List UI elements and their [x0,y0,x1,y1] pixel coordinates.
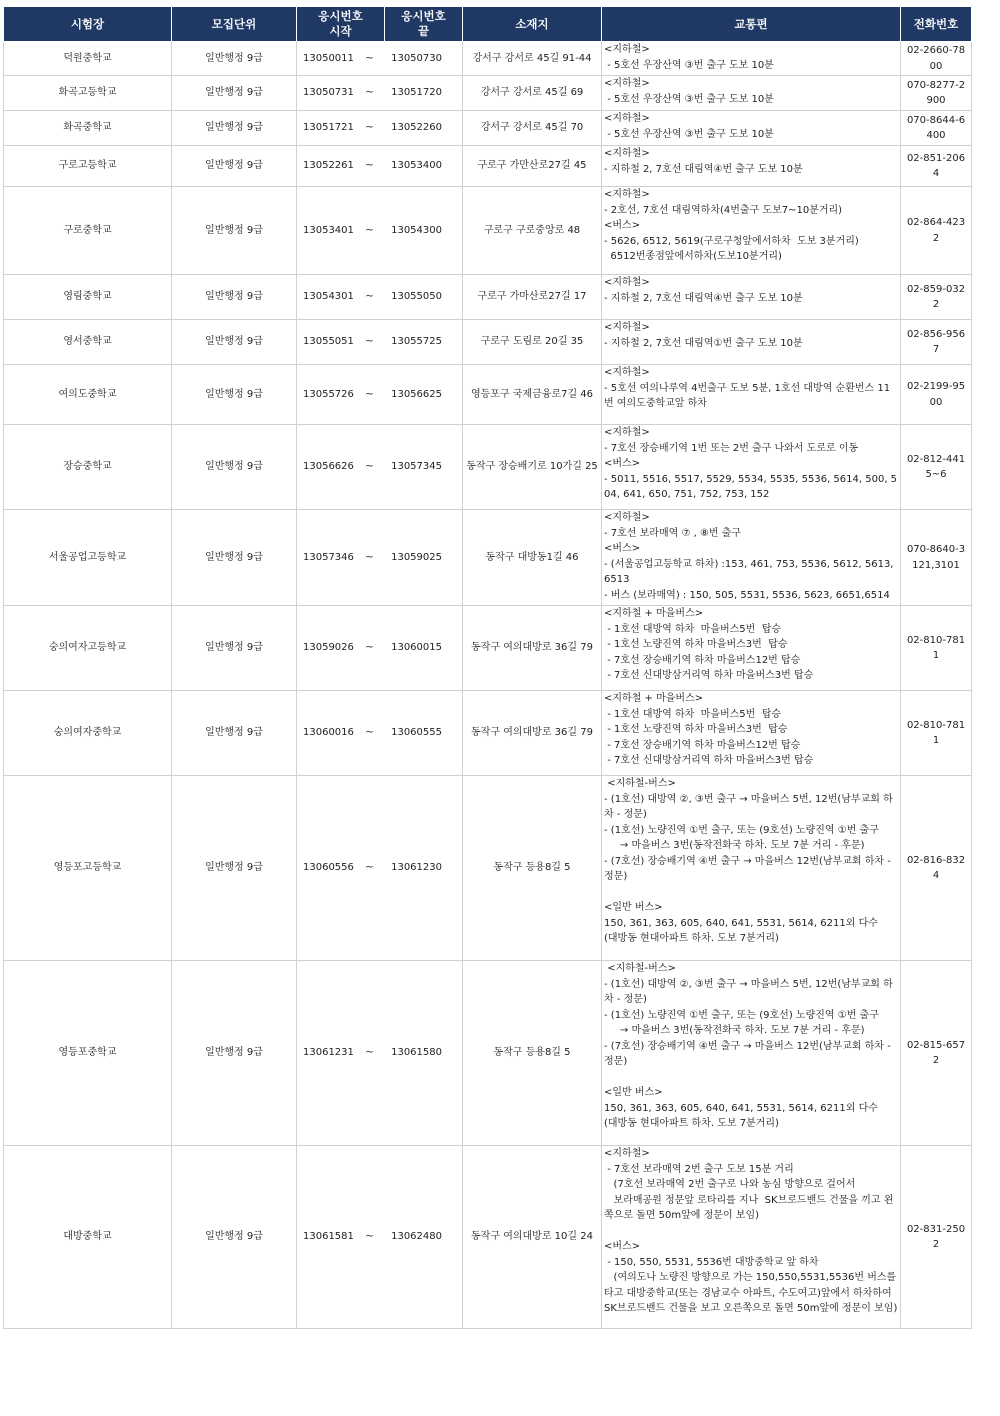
cell-address: 구로구 구로중앙로 48 [463,187,602,275]
cell-end-number: 13052260 [385,111,463,146]
cell-unit: 일반행정 9급 [172,510,297,606]
cell-start-number: 13057346 [297,510,355,606]
cell-address: 강서구 강서로 45길 70 [463,111,602,146]
cell-site: 영서중학교 [4,320,172,365]
cell-transport: <지하철> - 7호선 보라매역 ⑦ , ⑧번 출구 <버스> - (서울공업고등학교 하차) :153, 461, 753, 5536, 5612, 5613, 6513 - 버스 (보라매역) : 150, 505, 5531, 5536, 5623, 6651,6514 [602,510,901,606]
cell-start-number: 13052261 [297,146,355,187]
header-end-number [385,7,463,42]
cell-site: 화곡중학교 [4,111,172,146]
cell-phone: 02-851-2064 [901,146,972,187]
cell-end-number: 13061230 [385,776,463,961]
cell-end-number: 13060015 [385,606,463,691]
cell-end-number: 13055050 [385,275,463,320]
cell-transport: <지하철-버스> - (1호선) 대방역 ②, ③번 출구 → 마을버스 5번, 12번(남부교회 하차 - 정문) - (1호선) 노량진역 ①번 출구, 또는 (9호선) 노량진역 ①번 출구 → 마을버스 3번(동작전화국 하차. 도보 7분 거리 - 후문) - (7호선) 장승배기역 ④번 출구 → 마을버스 12번(남부교회 하차 - 정문) <일반 버스> 150, 361, 363, 605, 640, 641, 5531, 5614, 6211외 다수 (대방동 현대아파트 하차. 도보 7분거리) [602,776,901,961]
cell-transport: <지하철 + 마을버스> - 1호선 대방역 하차 마을버스5번 탑승 - 1호선 노량진역 하차 마을버스3번 탑승 - 7호선 장승배기역 하차 마을버스12번 탑승 - 7호선 신대방삼거리역 하차 마을버스3번 탑승 [602,606,901,691]
cell-phone: 02-831-2502 [901,1146,972,1329]
cell-end-number: 13060555 [385,691,463,776]
table-header-row [4,7,972,42]
header-site: 시험장 [4,7,172,42]
cell-phone: 02-2199-9500 [901,365,972,425]
cell-range-separator: ~ [355,425,385,510]
cell-site: 화곡고등학교 [4,76,172,111]
cell-address: 구로구 도림로 20길 35 [463,320,602,365]
cell-unit: 일반행정 9급 [172,776,297,961]
header-end-line2: 끝 [417,24,430,38]
cell-transport: <지하철> - 7호선 장승배기역 1번 또는 2번 출구 나와서 도로로 이동 <버스> - 5011, 5516, 5517, 5529, 5534, 5535, 5536, 5614, 500, 504, 641, 650, 751, 752, 753, 152 [602,425,901,510]
table-row [4,961,972,1146]
cell-site: 대방중학교 [4,1146,172,1329]
cell-address: 구로구 가마산로27길 17 [463,275,602,320]
cell-unit: 일반행정 9급 [172,1146,297,1329]
table-row [4,776,972,961]
cell-address: 구로구 가만산로27길 45 [463,146,602,187]
cell-range-separator: ~ [355,111,385,146]
header-unit: 모집단위 [172,7,297,42]
cell-end-number: 13055725 [385,320,463,365]
table-row [4,320,972,365]
cell-range-separator: ~ [355,365,385,425]
cell-address: 강서구 강서로 45길 69 [463,76,602,111]
cell-start-number: 13059026 [297,606,355,691]
cell-range-separator: ~ [355,76,385,111]
cell-end-number: 13061580 [385,961,463,1146]
cell-transport: <지하철 + 마을버스> - 1호선 대방역 하차 마을버스5번 탑승 - 1호선 노량진역 하차 마을버스3번 탑승 - 7호선 장승배기역 하차 마을버스12번 탑승 - 7호선 신대방삼거리역 하차 마을버스3번 탑승 [602,691,901,776]
cell-range-separator: ~ [355,320,385,365]
cell-unit: 일반행정 9급 [172,76,297,111]
cell-end-number: 13057345 [385,425,463,510]
cell-unit: 일반행정 9급 [172,606,297,691]
cell-transport: <지하철> - 5호선 여의나루역 4번출구 도보 5분, 1호선 대방역 순환번스 11번 여의도중학교앞 하차 [602,365,901,425]
cell-start-number: 13060556 [297,776,355,961]
table-row [4,42,972,76]
table-row [4,76,972,111]
cell-unit: 일반행정 9급 [172,425,297,510]
table-row [4,111,972,146]
table-row [4,606,972,691]
cell-range-separator: ~ [355,776,385,961]
cell-start-number: 13054301 [297,275,355,320]
cell-site: 영등포고등학교 [4,776,172,961]
cell-start-number: 13056626 [297,425,355,510]
cell-start-number: 13051721 [297,111,355,146]
cell-range-separator: ~ [355,275,385,320]
cell-range-separator: ~ [355,691,385,776]
cell-transport: <지하철> - 5호선 우장산역 ③번 출구 도보 10분 [602,42,901,76]
cell-phone: 02-816-8324 [901,776,972,961]
cell-end-number: 13051720 [385,76,463,111]
cell-phone: 02-859-0322 [901,275,972,320]
cell-unit: 일반행정 9급 [172,961,297,1146]
header-address: 소재지 [463,7,602,42]
cell-unit: 일반행정 9급 [172,111,297,146]
table-row [4,187,972,275]
cell-phone: 02-810-7811 [901,691,972,776]
cell-address: 강서구 강서로 45길 91-44 [463,42,602,76]
cell-end-number: 13056625 [385,365,463,425]
table-row [4,510,972,606]
cell-phone: 070-8640-3121,3101 [901,510,972,606]
cell-site: 장승중학교 [4,425,172,510]
cell-range-separator: ~ [355,961,385,1146]
cell-phone: 02-812-4415~6 [901,425,972,510]
cell-unit: 일반행정 9급 [172,42,297,76]
cell-end-number: 13053400 [385,146,463,187]
cell-site: 영림중학교 [4,275,172,320]
cell-unit: 일반행정 9급 [172,691,297,776]
cell-site: 덕원중학교 [4,42,172,76]
cell-range-separator: ~ [355,42,385,76]
cell-unit: 일반행정 9급 [172,365,297,425]
cell-range-separator: ~ [355,1146,385,1329]
header-start-line1: 응시번호 [318,9,363,23]
cell-site: 구로고등학교 [4,146,172,187]
cell-start-number: 13053401 [297,187,355,275]
cell-transport: <지하철> - 지하철 2, 7호선 대림역④번 출구 도보 10분 [602,275,901,320]
cell-transport: <지하철> - 지하철 2, 7호선 대림역④번 출구 도보 10분 [602,146,901,187]
cell-phone: 070-8277-2900 [901,76,972,111]
table-body [4,42,972,1329]
header-phone: 전화번호 [901,7,972,42]
cell-start-number: 13061231 [297,961,355,1146]
header-start-number [297,7,385,42]
cell-phone: 070-8644-6400 [901,111,972,146]
table-row [4,146,972,187]
cell-transport: <지하철> - 지하철 2, 7호선 대림역①번 출구 도보 10분 [602,320,901,365]
cell-unit: 일반행정 9급 [172,320,297,365]
cell-site: 숭의여자고등학교 [4,606,172,691]
cell-unit: 일반행정 9급 [172,187,297,275]
cell-end-number: 13050730 [385,42,463,76]
cell-phone: 02-856-9567 [901,320,972,365]
header-transport: 교통편 [602,7,901,42]
cell-end-number: 13059025 [385,510,463,606]
cell-transport: <지하철> - 7호선 보라매역 2번 출구 도보 15분 거리 (7호선 보라매역 2번 출구로 나와 농심 방향으로 걸어서 보라매공원 정문앞 로타리를 지나 SK브로드밴드 건물을 끼고 왼쪽으로 돌면 50m앞에 정문이 보임) <버스> - 150, 550, 5531, 5536번 대방중학교 앞 하차 (여의도나 노량진 방향으로 가는 150,550,5531,5536번 버스를 타고 대방중학교(또는 경남교수 아파트, 수도여고)앞에서 하차하여 SK브로드밴드 건물을 보고 오른쪽으로 돌면 50m앞에 정문이 보임) [602,1146,901,1329]
cell-end-number: 13054300 [385,187,463,275]
cell-site: 영등포중학교 [4,961,172,1146]
cell-range-separator: ~ [355,510,385,606]
cell-address: 동작구 대방동1길 46 [463,510,602,606]
cell-phone: 02-2660-7800 [901,42,972,76]
cell-range-separator: ~ [355,146,385,187]
table-row [4,275,972,320]
table-row [4,691,972,776]
cell-address: 동작구 여의대방로 36길 79 [463,691,602,776]
cell-start-number: 13055051 [297,320,355,365]
cell-address: 영등포구 국제금융로7길 46 [463,365,602,425]
cell-phone: 02-864-4232 [901,187,972,275]
cell-unit: 일반행정 9급 [172,146,297,187]
table-row [4,1146,972,1329]
cell-transport: <지하철> - 2호선, 7호선 대림역하차(4번출구 도보7~10분거리) <버스> - 5626, 6512, 5619(구로구청앞에서하차 도보 3분거리) 6512번종점앞에서하차(도보10분거리) [602,187,901,275]
cell-start-number: 13061581 [297,1146,355,1329]
cell-address: 동작구 여의대방로 10길 24 [463,1146,602,1329]
cell-site: 구로중학교 [4,187,172,275]
cell-address: 동작구 등용8길 5 [463,961,602,1146]
exam-site-table [3,6,972,1329]
cell-transport: <지하철-버스> - (1호선) 대방역 ②, ③번 출구 → 마을버스 5번, 12번(남부교회 하차 - 정문) - (1호선) 노량진역 ①번 출구, 또는 (9호선) 노량진역 ①번 출구 → 마을버스 3번(동작전화국 하차. 도보 7분 거리 - 후문) - (7호선) 장승배기역 ④번 출구 → 마을버스 12번(남부교회 하차 - 정문) <일반 버스> 150, 361, 363, 605, 640, 641, 5531, 5614, 6211외 다수 (대방동 현대아파트 하차. 도보 7분거리) [602,961,901,1146]
table-row [4,425,972,510]
cell-range-separator: ~ [355,606,385,691]
cell-range-separator: ~ [355,187,385,275]
cell-start-number: 13055726 [297,365,355,425]
cell-end-number: 13062480 [385,1146,463,1329]
cell-address: 동작구 여의대방로 36길 79 [463,606,602,691]
cell-address: 동작구 장승배기로 10가길 25 [463,425,602,510]
cell-site: 숭의여자중학교 [4,691,172,776]
header-end-line1: 응시번호 [401,9,446,23]
cell-unit: 일반행정 9급 [172,275,297,320]
cell-address: 동작구 등용8길 5 [463,776,602,961]
cell-start-number: 13050731 [297,76,355,111]
cell-phone: 02-810-7811 [901,606,972,691]
cell-start-number: 13060016 [297,691,355,776]
cell-start-number: 13050011 [297,42,355,76]
cell-phone: 02-815-6572 [901,961,972,1146]
cell-transport: <지하철> - 5호선 우장산역 ③번 출구 도보 10분 [602,76,901,111]
cell-transport: <지하철> - 5호선 우장산역 ③번 출구 도보 10분 [602,111,901,146]
table-row [4,365,972,425]
cell-site: 서울공업고등학교 [4,510,172,606]
cell-site: 여의도중학교 [4,365,172,425]
header-start-line2: 시작 [329,24,352,38]
